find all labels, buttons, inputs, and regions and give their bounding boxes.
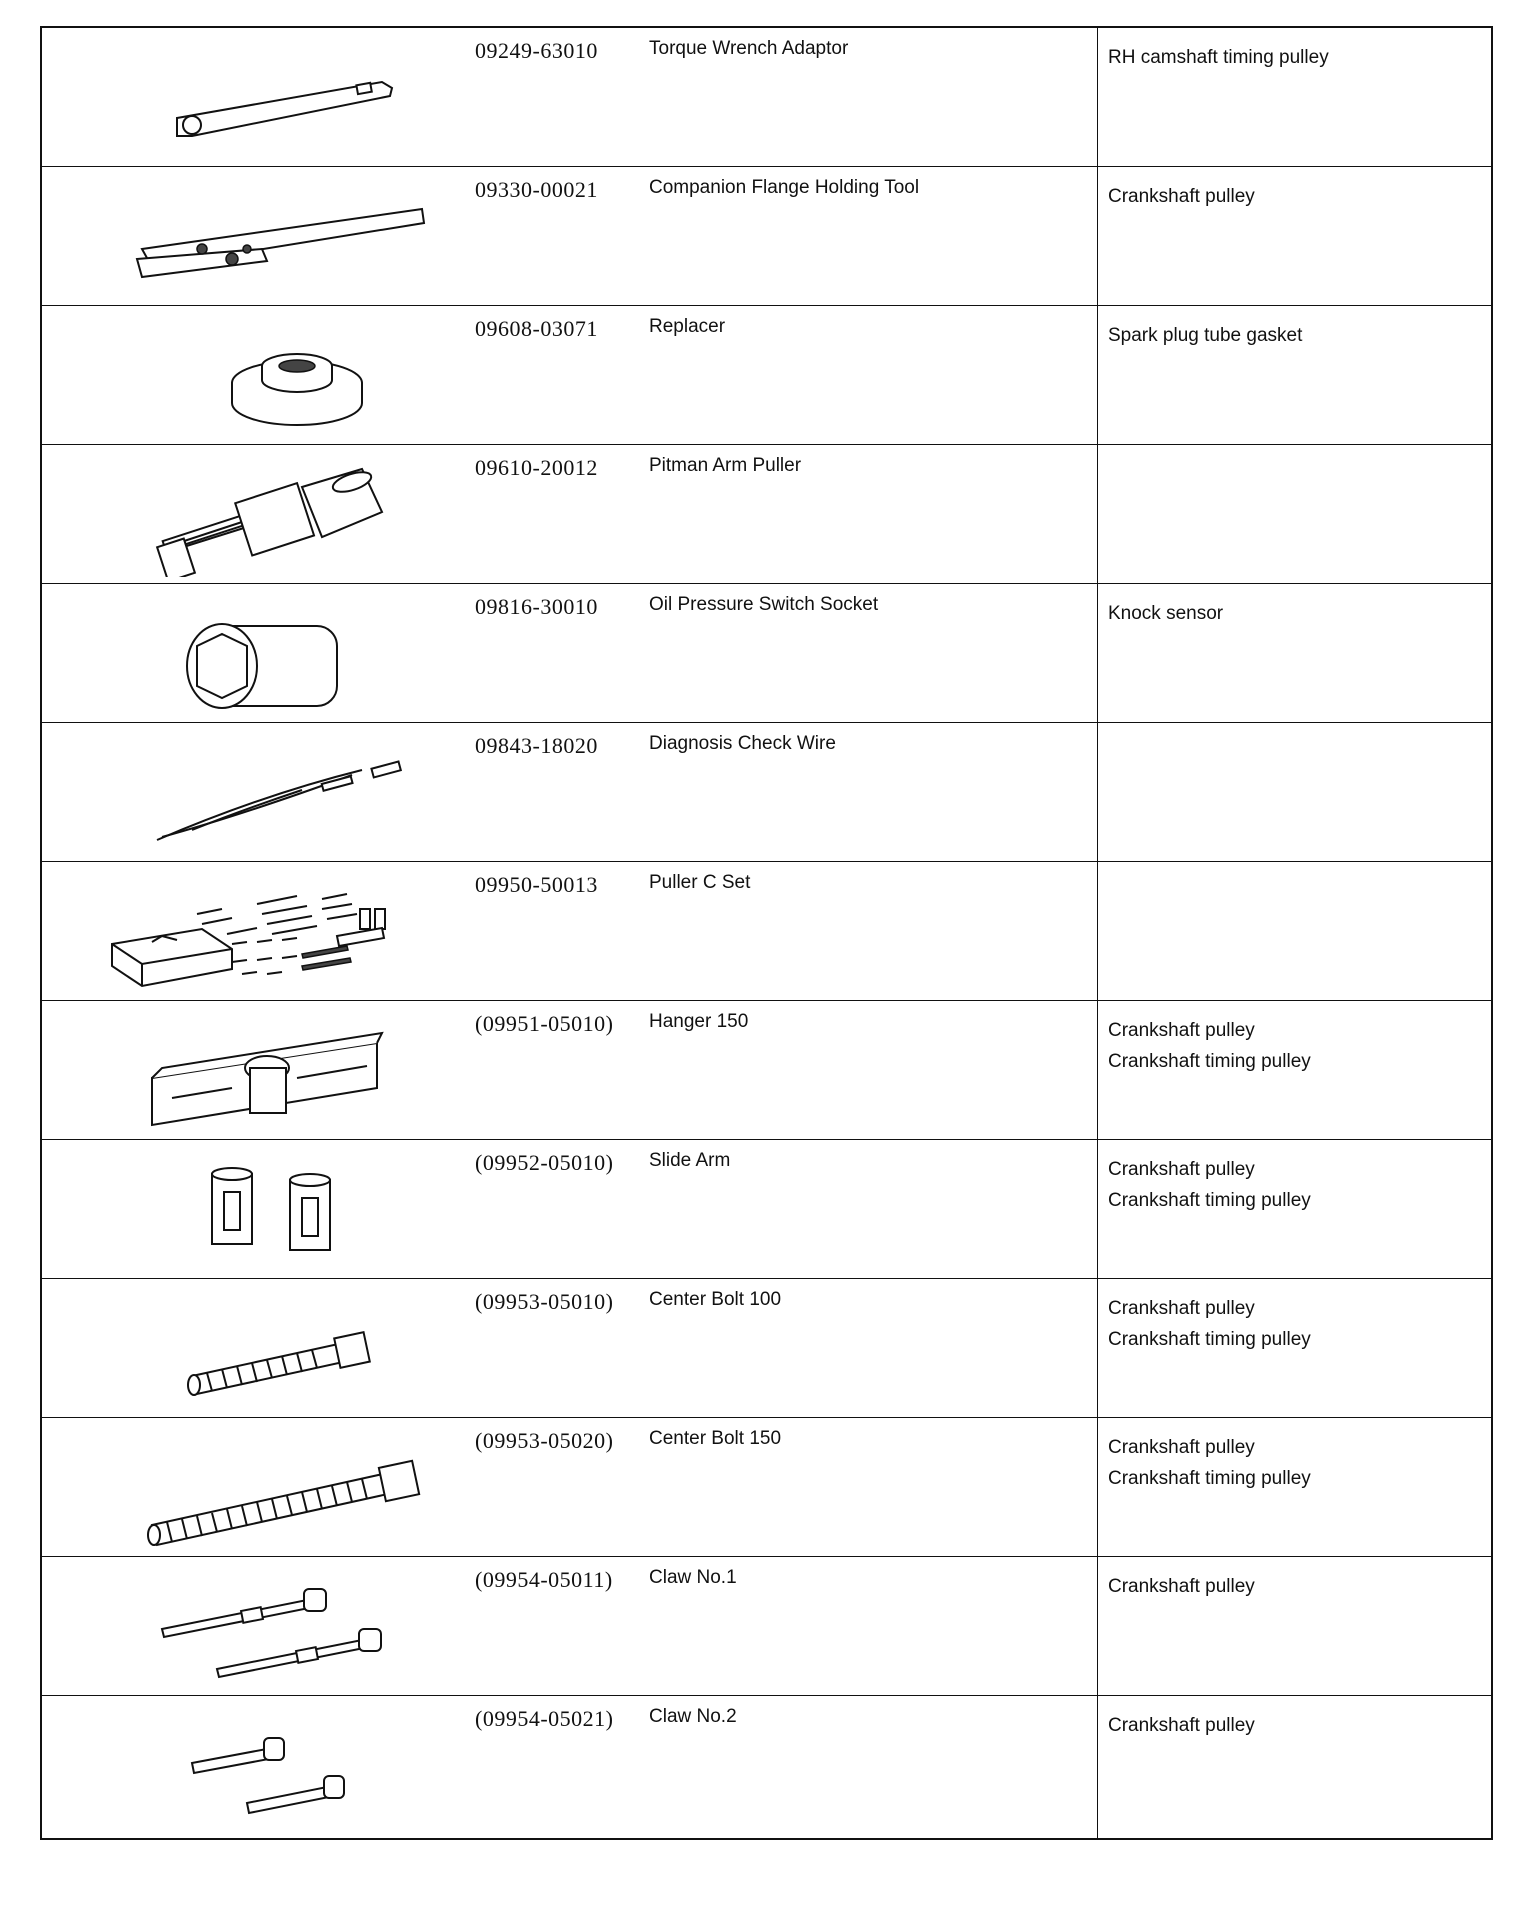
part-number: 09610-20012 [475, 455, 598, 480]
part-number: (09952-05010) [475, 1150, 614, 1175]
table-row [41, 1001, 1492, 1140]
claw-1-icon [82, 1569, 442, 1689]
tool-use-cell [1098, 1418, 1493, 1557]
tool-use-line: Crankshaft pulley [1108, 186, 1255, 207]
table-row [41, 723, 1492, 862]
part-number-cell [457, 1279, 625, 1418]
tool-name-cell [625, 1140, 1098, 1279]
tool-name: Claw No.2 [649, 1706, 737, 1727]
part-number: (09954-05011) [475, 1567, 613, 1592]
table-row [41, 862, 1492, 1001]
part-number-cell [457, 1140, 625, 1279]
part-number: 09816-30010 [475, 594, 598, 619]
tool-use [1098, 1140, 1491, 1216]
tool-use-line: Crankshaft timing pulley [1108, 1468, 1311, 1489]
tool-illustration-cell [41, 723, 457, 862]
part-number: (09951-05010) [475, 1011, 614, 1036]
replacer-icon [82, 318, 442, 438]
tool-name-cell [625, 27, 1098, 167]
tool-use [1098, 167, 1491, 212]
check-wire-icon [82, 735, 442, 855]
tool-name-cell [625, 1001, 1098, 1140]
tool-name: Center Bolt 100 [649, 1289, 782, 1310]
tool-name-cell [625, 445, 1098, 584]
tool-use-line: Knock sensor [1108, 603, 1224, 624]
table-row [41, 1140, 1492, 1279]
tool-use [1098, 1279, 1491, 1355]
special-service-tools-table [40, 26, 1493, 1840]
tool-illustration-cell [41, 584, 457, 723]
tool-name: Replacer [649, 316, 726, 337]
center-bolt-100-icon [82, 1291, 442, 1411]
part-number: 09249-63010 [475, 38, 598, 63]
tool-illustration-cell [41, 1279, 457, 1418]
tool-use-cell [1098, 167, 1493, 306]
part-number-cell [457, 167, 625, 306]
part-number: 09330-00021 [475, 177, 598, 202]
tool-use-cell [1098, 27, 1493, 167]
part-number-cell [457, 584, 625, 723]
tool-use-line: Crankshaft pulley [1108, 1715, 1255, 1736]
table-row [41, 1557, 1492, 1696]
torque-wrench-adaptor-icon [82, 40, 442, 160]
tool-illustration-cell [41, 1001, 457, 1140]
table-row [41, 584, 1492, 723]
tool-illustration-cell [41, 27, 457, 167]
tool-use [1098, 1696, 1491, 1741]
tool-use-line: RH camshaft timing pulley [1108, 47, 1329, 68]
part-number-cell [457, 1696, 625, 1840]
part-number: 09608-03071 [475, 316, 598, 341]
tool-use-cell [1098, 1140, 1493, 1279]
tool-name-cell [625, 723, 1098, 862]
tool-use [1098, 862, 1491, 876]
tool-name: Torque Wrench Adaptor [649, 38, 849, 59]
part-number-cell [457, 27, 625, 167]
tool-use-line: Crankshaft pulley [1108, 1576, 1255, 1597]
tool-use [1098, 1557, 1491, 1602]
slide-arm-icon [82, 1152, 442, 1272]
tool-illustration-cell [41, 1140, 457, 1279]
table-row [41, 1696, 1492, 1840]
tool-use-cell [1098, 723, 1493, 862]
part-number: (09954-05021) [475, 1706, 614, 1731]
tool-illustration-cell [41, 445, 457, 584]
tool-use [1098, 584, 1491, 629]
tool-name-cell [625, 584, 1098, 723]
tool-use-cell [1098, 1696, 1493, 1840]
tool-use-line: Spark plug tube gasket [1108, 325, 1303, 346]
tool-name-cell [625, 167, 1098, 306]
tool-name: Diagnosis Check Wire [649, 733, 836, 754]
part-number-cell [457, 1557, 625, 1696]
tool-use-cell [1098, 1279, 1493, 1418]
table-row [41, 1418, 1492, 1557]
puller-set-icon [82, 874, 442, 994]
pitman-arm-puller-icon [82, 457, 442, 577]
tool-use-cell [1098, 445, 1493, 584]
tool-use-line: Crankshaft pulley [1108, 1298, 1255, 1319]
tool-name: Center Bolt 150 [649, 1428, 782, 1449]
tool-use [1098, 306, 1491, 351]
part-number: 09843-18020 [475, 733, 598, 758]
tool-use-line: Crankshaft timing pulley [1108, 1329, 1311, 1350]
tool-use [1098, 1418, 1491, 1494]
tool-use [1098, 445, 1491, 459]
tool-use-cell [1098, 584, 1493, 723]
part-number: (09953-05010) [475, 1289, 614, 1314]
tool-illustration-cell [41, 306, 457, 445]
tool-name: Pitman Arm Puller [649, 455, 802, 476]
tool-illustration-cell [41, 1557, 457, 1696]
tool-use-cell [1098, 306, 1493, 445]
part-number-cell [457, 862, 625, 1001]
hanger-icon [82, 1013, 442, 1133]
tool-name: Companion Flange Holding Tool [649, 177, 920, 198]
table-row [41, 167, 1492, 306]
tool-name-cell [625, 306, 1098, 445]
tool-use-line: Crankshaft pulley [1108, 1159, 1255, 1180]
tool-use-line: Crankshaft pulley [1108, 1020, 1255, 1041]
table-row [41, 1279, 1492, 1418]
tool-use-line: Crankshaft timing pulley [1108, 1190, 1311, 1211]
tool-name: Puller C Set [649, 872, 751, 893]
table-row [41, 27, 1492, 167]
tool-illustration-cell [41, 1418, 457, 1557]
tool-use-cell [1098, 862, 1493, 1001]
tool-name: Slide Arm [649, 1150, 731, 1171]
part-number-cell [457, 445, 625, 584]
table-row [41, 445, 1492, 584]
tool-use-cell [1098, 1557, 1493, 1696]
flange-holding-tool-icon [82, 179, 442, 299]
tool-use [1098, 28, 1491, 73]
tool-illustration-cell [41, 167, 457, 306]
part-number: (09953-05020) [475, 1428, 614, 1453]
tool-illustration-cell [41, 1696, 457, 1840]
tool-name: Claw No.1 [649, 1567, 737, 1588]
tool-name-cell [625, 1557, 1098, 1696]
tool-name-cell [625, 1279, 1098, 1418]
table-row [41, 306, 1492, 445]
tool-name-cell [625, 1418, 1098, 1557]
claw-2-icon [82, 1708, 442, 1828]
tool-use-line: Crankshaft pulley [1108, 1437, 1255, 1458]
part-number: 09950-50013 [475, 872, 598, 897]
part-number-cell [457, 723, 625, 862]
part-number-cell [457, 306, 625, 445]
socket-icon [82, 596, 442, 716]
center-bolt-150-icon [82, 1430, 442, 1550]
tool-use [1098, 723, 1491, 737]
tool-use-line: Crankshaft timing pulley [1108, 1051, 1311, 1072]
tool-use [1098, 1001, 1491, 1077]
tool-illustration-cell [41, 862, 457, 1001]
tool-name-cell [625, 1696, 1098, 1840]
part-number-cell [457, 1001, 625, 1140]
tool-name: Hanger 150 [649, 1011, 749, 1032]
tool-use-cell [1098, 1001, 1493, 1140]
tool-name-cell [625, 862, 1098, 1001]
tool-name: Oil Pressure Switch Socket [649, 594, 879, 615]
part-number-cell [457, 1418, 625, 1557]
